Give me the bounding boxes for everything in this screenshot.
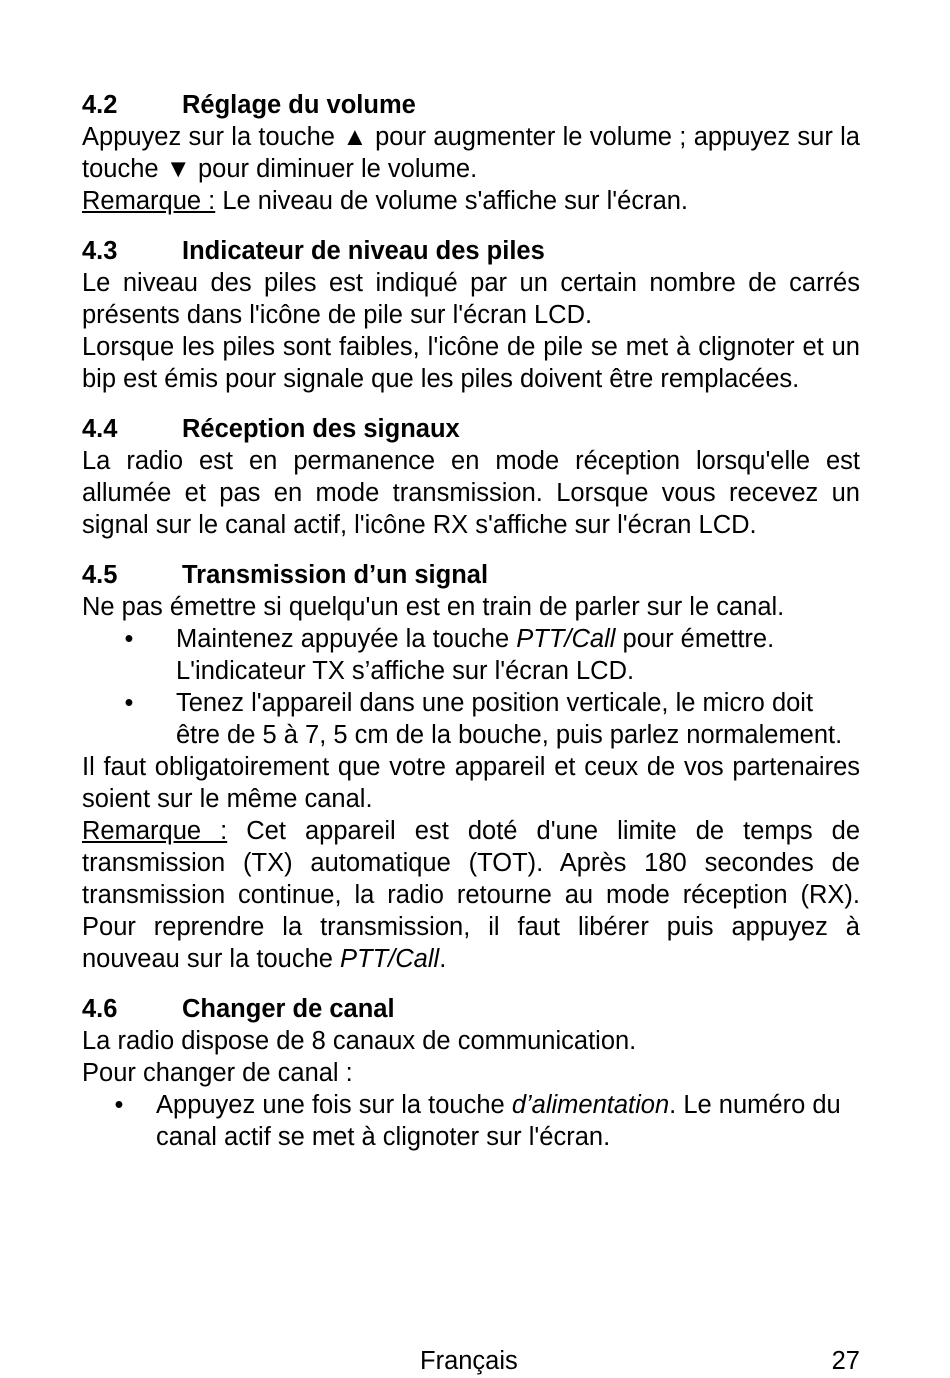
text-run: . xyxy=(439,945,447,973)
manual-page xyxy=(82,89,860,1171)
text-run: pour émettre. L'indicateur TX s’affiche sur l'écran LCD. xyxy=(176,625,775,685)
section-number: 4.3 xyxy=(82,237,118,265)
paragraph: La radio est en permanence en mode réception lorsqu'elle est allumée et pas en mode transmission. Lorsque vous recevez un signal sur le canal actif, l'icône RX s'affiche sur l'écran LCD. xyxy=(82,447,860,539)
section-number: 4.2 xyxy=(82,91,118,119)
page-footer xyxy=(0,1344,950,1378)
section-heading xyxy=(82,559,860,591)
section-title: Réglage du volume xyxy=(182,91,416,119)
list-item xyxy=(82,1089,860,1153)
paragraph: La radio dispose de 8 canaux de communication. xyxy=(82,1027,637,1055)
section-4-5 xyxy=(82,559,860,975)
paragraph: Pour changer de canal : xyxy=(82,1059,353,1087)
section-title: Transmission d’un signal xyxy=(182,561,489,589)
text-run: . Le numéro du canal actif se met à clignoter sur l'écran. xyxy=(156,1091,841,1151)
key-name: PTT/Call xyxy=(340,945,440,973)
section-4-4 xyxy=(82,413,860,541)
remark-label: Remarque : xyxy=(82,817,228,845)
section-4-2 xyxy=(82,89,860,217)
bullet-icon: • xyxy=(124,689,134,717)
remark xyxy=(82,815,860,975)
paragraph: Lorsque les piles sont faibles, l'icône de pile se met à clignoter et un bip est émis pour signale que les piles doivent être remplacées. xyxy=(82,333,860,393)
key-name: d’alimentation xyxy=(511,1091,670,1119)
bullet-list xyxy=(82,1089,860,1153)
section-4-6 xyxy=(82,993,860,1153)
section-4-3 xyxy=(82,235,860,395)
list-item-text xyxy=(176,623,860,687)
section-number: 4.4 xyxy=(82,415,118,443)
section-title: Indicateur de niveau des piles xyxy=(182,237,545,265)
key-name: PTT/Call xyxy=(516,625,616,653)
page-number: 27 xyxy=(831,1347,860,1375)
section-number: 4.6 xyxy=(82,995,118,1023)
section-heading xyxy=(82,235,860,267)
remark-label: Remarque : xyxy=(82,187,216,215)
bullet-icon: • xyxy=(124,625,134,653)
paragraph: Il faut obligatoirement que votre appareil et ceux de vos partenaires soient sur le même canal. xyxy=(82,753,860,813)
section-heading xyxy=(82,89,860,121)
remark-text: Cet appareil est doté d'une limite de temps de transmission (TX) automatique (TOT). Après 180 secondes de transmission continue, la radio retourne au mode réception (RX). Pour reprendre la transmission, il faut libérer puis appuyez à nouveau sur la touche xyxy=(82,817,860,973)
list-item xyxy=(82,623,860,687)
list-item xyxy=(82,687,860,751)
text-run: Maintenez appuyée la touche xyxy=(176,625,517,653)
section-title: Changer de canal xyxy=(182,995,395,1023)
footer-language: Français xyxy=(420,1347,518,1375)
list-item-text: Tenez l'appareil dans une position verticale, le micro doit être de 5 à 7, 5 cm de la bouche, puis parlez normalement. xyxy=(176,689,843,749)
paragraph: Ne pas émettre si quelqu'un est en train de parler sur le canal. xyxy=(82,593,785,621)
paragraph: Le niveau des piles est indiqué par un certain nombre de carrés présents dans l'icône de pile sur l'écran LCD. xyxy=(82,269,860,329)
remark xyxy=(82,185,860,217)
bullet-icon: • xyxy=(114,1091,124,1119)
section-heading xyxy=(82,413,860,445)
bullet-list xyxy=(82,623,860,751)
paragraph: Appuyez sur la touche ▲ pour augmenter le volume ; appuyez sur la touche ▼ pour diminuer le volume. xyxy=(82,123,860,183)
list-item-text xyxy=(156,1089,860,1153)
section-number: 4.5 xyxy=(82,561,118,589)
section-heading xyxy=(82,993,860,1025)
text-run: Appuyez une fois sur la touche xyxy=(156,1091,512,1119)
remark-text: Le niveau de volume s'affiche sur l'écran. xyxy=(215,187,689,215)
section-title: Réception des signaux xyxy=(182,415,460,443)
